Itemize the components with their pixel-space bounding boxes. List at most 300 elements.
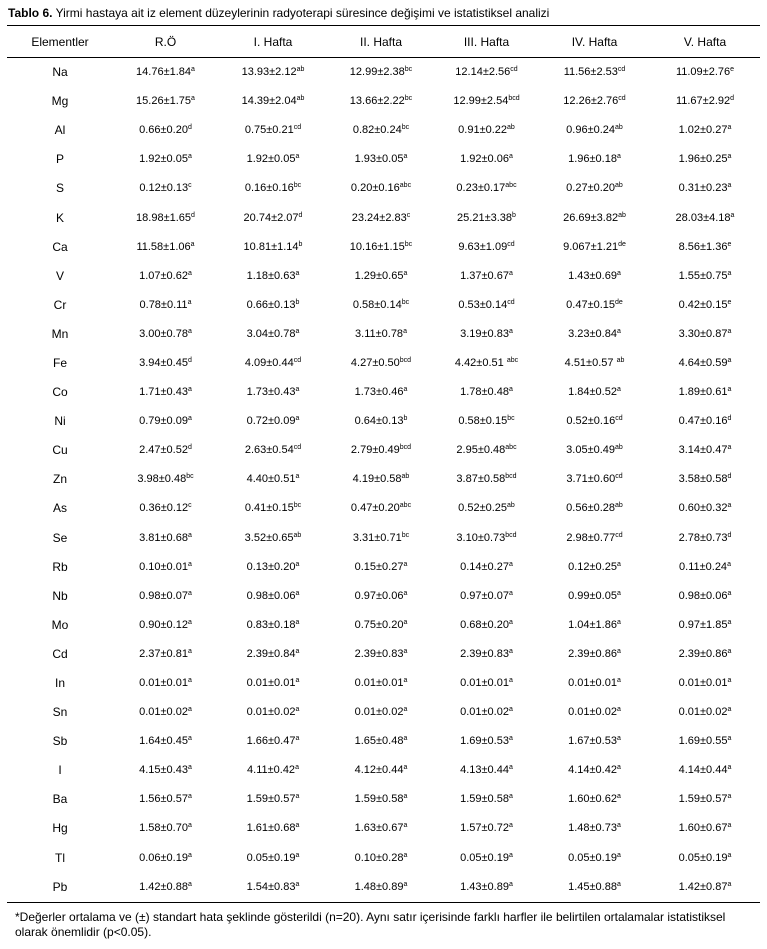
value-cell <box>218 87 328 116</box>
mean-sd-value: 12.26±2.76 <box>563 95 619 108</box>
value-cell <box>113 814 218 843</box>
mean-sd-value: 0.10±0.28 <box>354 851 404 864</box>
value-cell <box>328 465 434 494</box>
value-cell <box>328 291 434 320</box>
table-row-ni <box>7 407 760 436</box>
mean-sd-value: 0.01±0.02 <box>354 706 404 719</box>
value-cell <box>650 233 760 262</box>
element-name: Mn <box>51 326 69 341</box>
value-cell <box>328 698 434 727</box>
mean-sd-value: 0.14±0.27 <box>460 560 509 573</box>
mean-sd-value: 2.39±0.86 <box>568 647 617 660</box>
value-cell <box>650 262 760 291</box>
mean-sd-value: 0.83±0.18 <box>246 618 296 631</box>
mean-sd-value: 0.10±0.01 <box>139 560 188 573</box>
value-cell <box>650 669 760 698</box>
mean-sd-value: 1.73±0.46 <box>354 386 404 399</box>
value-cell <box>328 320 434 349</box>
significance-letters: bcd <box>399 444 412 452</box>
value-cell <box>218 756 328 785</box>
column-header-week-2: II. Hafta <box>328 26 434 58</box>
significance-letters: a <box>508 589 513 597</box>
value-cell <box>539 465 650 494</box>
value-cell <box>113 407 218 436</box>
significance-letters: a <box>403 793 408 801</box>
significance-letters: a <box>616 589 621 597</box>
mean-sd-value: 1.61±0.68 <box>246 822 296 835</box>
value-cell <box>113 582 218 611</box>
value-cell <box>113 640 218 669</box>
value-cell <box>539 262 650 291</box>
mean-sd-value: 0.98±0.06 <box>246 589 296 602</box>
table-row-ba <box>7 785 760 814</box>
value-cell <box>434 698 539 727</box>
element-name: Ba <box>52 792 68 807</box>
value-cell <box>539 145 650 174</box>
value-cell <box>328 814 434 843</box>
mean-sd-value: 0.20±0.16 <box>350 182 400 195</box>
element-name: I <box>58 763 62 778</box>
significance-letters: bc <box>186 473 194 481</box>
mean-sd-value: 0.42±0.15 <box>678 298 728 311</box>
value-cell <box>113 116 218 145</box>
mean-sd-value: 3.31±0.71 <box>352 531 402 544</box>
value-cell <box>539 407 650 436</box>
element-name: Sb <box>52 734 68 749</box>
mean-sd-value: 0.60±0.32 <box>678 502 728 515</box>
column-header-week-5: V. Hafta <box>650 26 760 58</box>
significance-letters: ab <box>296 66 305 74</box>
mean-sd-value: 0.27±0.20 <box>566 182 616 195</box>
mean-sd-value: 1.63±0.67 <box>354 822 404 835</box>
table-row-p <box>7 145 760 174</box>
value-cell <box>328 349 434 378</box>
mean-sd-value: 1.42±0.88 <box>139 880 188 893</box>
mean-sd-value: 0.97±0.06 <box>354 589 404 602</box>
mean-sd-value: 1.55±0.75 <box>678 269 728 282</box>
mean-sd-value: 4.09±0.44 <box>244 356 294 369</box>
value-cell <box>539 582 650 611</box>
mean-sd-value: 3.23±0.84 <box>568 327 617 340</box>
value-cell <box>218 844 328 873</box>
value-cell <box>218 436 328 465</box>
significance-letters: a <box>295 269 300 277</box>
value-cell <box>650 640 760 669</box>
significance-letters: abc <box>399 502 412 510</box>
significance-letters: a <box>295 618 300 626</box>
mean-sd-value: 0.41±0.15 <box>244 502 294 515</box>
mean-sd-value: 0.36±0.12 <box>139 502 189 515</box>
value-cell <box>218 291 328 320</box>
significance-letters: ab <box>616 356 625 364</box>
value-cell <box>218 698 328 727</box>
significance-letters: a <box>730 211 735 219</box>
significance-letters: a <box>187 153 192 161</box>
significance-letters: d <box>727 531 732 539</box>
value-cell <box>113 58 218 88</box>
significance-letters: a <box>616 153 621 161</box>
mean-sd-value: 0.01±0.01 <box>139 677 188 690</box>
table-caption <box>8 6 549 20</box>
significance-letters: d <box>187 124 192 132</box>
table-row-nb <box>7 582 760 611</box>
significance-letters: b <box>403 415 408 423</box>
value-cell <box>650 814 760 843</box>
value-cell <box>218 58 328 88</box>
value-cell <box>650 524 760 553</box>
value-cell <box>113 785 218 814</box>
value-cell <box>218 320 328 349</box>
value-cell <box>328 494 434 523</box>
mean-sd-value: 0.58±0.15 <box>458 415 508 428</box>
mean-sd-value: 3.04±0.78 <box>246 327 296 340</box>
mean-sd-value: 0.16±0.16 <box>244 182 294 195</box>
mean-sd-value: 0.12±0.13 <box>139 182 189 195</box>
value-cell <box>113 611 218 640</box>
significance-letters: bc <box>507 415 515 423</box>
mean-sd-value: 2.95±0.48 <box>456 444 506 457</box>
mean-sd-value: 1.66±0.47 <box>246 735 296 748</box>
value-cell <box>218 640 328 669</box>
mean-sd-value: 2.37±0.81 <box>139 647 188 660</box>
table-row-sn <box>7 698 760 727</box>
mean-sd-value: 1.59±0.58 <box>354 793 404 806</box>
mean-sd-value: 4.11±0.42 <box>247 764 296 777</box>
mean-sd-value: 15.26±1.75 <box>136 95 192 108</box>
mean-sd-value: 0.05±0.19 <box>460 851 509 864</box>
mean-sd-value: 1.37±0.67 <box>460 269 509 282</box>
value-cell <box>434 174 539 203</box>
element-name: Mg <box>51 94 69 109</box>
value-cell <box>434 844 539 873</box>
value-cell <box>539 378 650 407</box>
significance-letters: a <box>508 764 513 772</box>
mean-sd-value: 11.09±2.76 <box>675 66 731 79</box>
table-row-pb <box>7 873 760 903</box>
significance-letters: d <box>730 95 735 103</box>
significance-letters: a <box>727 793 732 801</box>
value-cell <box>328 262 434 291</box>
value-cell <box>650 174 760 203</box>
table-row-v <box>7 262 760 291</box>
value-cell <box>539 756 650 785</box>
significance-letters: ab <box>507 124 515 132</box>
significance-letters: a <box>295 327 300 335</box>
significance-letters: bc <box>404 66 413 74</box>
significance-letters: a <box>616 822 621 830</box>
significance-letters: bcd <box>399 356 412 364</box>
value-cell <box>650 727 760 756</box>
table-row-k <box>7 203 760 232</box>
significance-letters: a <box>508 880 513 888</box>
value-cell <box>218 407 328 436</box>
mean-sd-value: 0.01±0.01 <box>354 677 404 690</box>
significance-letters: a <box>403 706 408 714</box>
element-name: Ca <box>52 239 68 254</box>
mean-sd-value: 4.15±0.43 <box>139 764 188 777</box>
mean-sd-value: 1.96±0.25 <box>678 153 728 166</box>
significance-letters: ab <box>615 444 623 452</box>
mean-sd-value: 28.03±4.18 <box>675 211 731 224</box>
value-cell <box>328 553 434 582</box>
mean-sd-value: 26.69±3.82 <box>563 211 619 224</box>
mean-sd-value: 3.87±0.58 <box>456 473 506 486</box>
significance-letters: a <box>187 764 192 772</box>
significance-letters: e <box>727 240 732 248</box>
value-cell <box>434 640 539 669</box>
mean-sd-value: 0.99±0.05 <box>568 589 617 602</box>
mean-sd-value: 8.56±1.36 <box>678 240 728 253</box>
value-cell <box>539 873 650 903</box>
table-row-rb <box>7 553 760 582</box>
significance-letters: a <box>187 880 192 888</box>
value-cell <box>434 494 539 523</box>
value-cell <box>539 785 650 814</box>
significance-letters: bc <box>293 182 302 190</box>
value-cell <box>434 145 539 174</box>
value-cell <box>434 58 539 88</box>
value-cell <box>434 349 539 378</box>
element-name: Tl <box>55 850 65 865</box>
table-row-hg <box>7 814 760 843</box>
significance-letters: a <box>727 182 732 190</box>
significance-letters: cd <box>617 66 626 74</box>
value-cell <box>218 465 328 494</box>
significance-letters: a <box>187 822 192 830</box>
mean-sd-value: 0.72±0.09 <box>246 415 296 428</box>
significance-letters: a <box>727 764 732 772</box>
header-row <box>7 26 760 58</box>
mean-sd-value: 0.01±0.02 <box>568 706 617 719</box>
mean-sd-value: 4.40±0.51 <box>246 473 296 486</box>
value-cell <box>328 640 434 669</box>
column-header-element: Elementler <box>7 26 113 58</box>
significance-letters: bcd <box>505 531 517 539</box>
mean-sd-value: 1.42±0.87 <box>678 880 728 893</box>
mean-sd-value: 2.47±0.52 <box>139 444 188 457</box>
value-cell <box>113 349 218 378</box>
element-levels-table <box>7 25 760 903</box>
value-cell <box>650 873 760 903</box>
significance-letters: a <box>295 589 300 597</box>
significance-letters: a <box>508 386 513 394</box>
significance-letters: a <box>616 327 621 335</box>
value-cell <box>113 698 218 727</box>
mean-sd-value: 3.94±0.45 <box>139 356 188 369</box>
significance-letters: cd <box>293 444 302 452</box>
value-cell <box>328 524 434 553</box>
value-cell <box>434 320 539 349</box>
significance-letters: a <box>295 647 300 655</box>
mean-sd-value: 4.51±0.57 <box>564 356 617 369</box>
significance-letters: a <box>727 880 732 888</box>
mean-sd-value: 0.66±0.20 <box>139 124 188 137</box>
value-cell <box>113 262 218 291</box>
value-cell <box>650 407 760 436</box>
value-cell <box>650 378 760 407</box>
table-caption-text: Yirmi hastaya ait iz element düzeylerinin radyoterapi süresince değişimi ve istatistiksel analizi <box>55 6 550 20</box>
value-cell <box>434 814 539 843</box>
element-name: Na <box>52 65 68 80</box>
significance-letters: a <box>508 269 513 277</box>
significance-letters: de <box>615 298 623 306</box>
mean-sd-value: 0.12±0.25 <box>568 560 617 573</box>
mean-sd-value: 14.39±2.04 <box>241 95 297 108</box>
value-cell <box>113 203 218 232</box>
value-cell <box>539 203 650 232</box>
significance-letters: a <box>187 560 192 568</box>
significance-letters: cd <box>615 531 623 539</box>
significance-letters: cd <box>293 124 302 132</box>
significance-letters: a <box>616 269 621 277</box>
significance-letters: a <box>295 822 300 830</box>
significance-letters: cd <box>507 240 515 248</box>
significance-letters: ab <box>615 182 623 190</box>
value-cell <box>218 174 328 203</box>
table-row-in <box>7 669 760 698</box>
mean-sd-value: 9.63±1.09 <box>458 240 508 253</box>
significance-letters: a <box>191 66 195 74</box>
significance-letters: a <box>403 327 407 335</box>
significance-letters: a <box>295 880 300 888</box>
value-cell <box>218 524 328 553</box>
significance-letters: a <box>727 269 732 277</box>
mean-sd-value: 4.27±0.50 <box>350 356 400 369</box>
value-cell <box>328 116 434 145</box>
significance-letters: bc <box>401 531 410 539</box>
mean-sd-value: 0.68±0.20 <box>460 618 509 631</box>
significance-letters: a <box>295 473 300 481</box>
significance-letters: a <box>727 647 732 655</box>
value-cell <box>434 611 539 640</box>
value-cell <box>650 698 760 727</box>
significance-letters: a <box>295 735 300 743</box>
value-cell <box>328 669 434 698</box>
mean-sd-value: 0.97±0.07 <box>460 589 509 602</box>
mean-sd-value: 2.78±0.73 <box>678 531 728 544</box>
value-cell <box>650 349 760 378</box>
significance-letters: a <box>295 851 300 859</box>
element-name: P <box>55 152 64 167</box>
significance-letters: a <box>187 327 192 335</box>
value-cell <box>218 611 328 640</box>
significance-letters: a <box>190 240 195 248</box>
value-cell <box>539 611 650 640</box>
significance-letters: a <box>727 851 732 859</box>
value-cell <box>539 58 650 88</box>
element-name: Cu <box>52 443 68 458</box>
value-cell <box>218 145 328 174</box>
mean-sd-value: 4.14±0.42 <box>568 764 617 777</box>
mean-sd-value: 0.79±0.09 <box>139 415 188 428</box>
mean-sd-value: 1.96±0.18 <box>568 153 617 166</box>
value-cell <box>113 669 218 698</box>
significance-letters: a <box>508 618 513 626</box>
mean-sd-value: 1.60±0.67 <box>678 822 728 835</box>
significance-letters: a <box>508 851 513 859</box>
value-cell <box>113 756 218 785</box>
significance-letters: bcd <box>508 95 520 103</box>
significance-letters: ab <box>296 95 305 103</box>
element-name: Cr <box>53 297 67 312</box>
element-name: Hg <box>52 821 68 836</box>
value-cell <box>218 494 328 523</box>
mean-sd-value: 0.23±0.17 <box>456 182 506 195</box>
value-cell <box>539 524 650 553</box>
element-name: K <box>55 210 64 225</box>
mean-sd-value: 1.29±0.65 <box>354 269 404 282</box>
table-row-i <box>7 756 760 785</box>
mean-sd-value: 1.07±0.62 <box>139 269 188 282</box>
value-cell <box>113 378 218 407</box>
mean-sd-value: 18.98±1.65 <box>136 211 192 224</box>
significance-letters: a <box>295 386 300 394</box>
value-cell <box>113 494 218 523</box>
value-cell <box>113 873 218 903</box>
element-name: Al <box>54 123 66 138</box>
mean-sd-value: 0.05±0.19 <box>568 851 617 864</box>
mean-sd-value: 0.53±0.14 <box>458 298 508 311</box>
value-cell <box>650 145 760 174</box>
value-cell <box>328 727 434 756</box>
element-name: Co <box>52 385 68 400</box>
mean-sd-value: 1.65±0.48 <box>354 735 404 748</box>
significance-letters: d <box>298 211 303 219</box>
mean-sd-value: 1.69±0.53 <box>460 735 509 748</box>
mean-sd-value: 0.91±0.22 <box>458 124 508 137</box>
significance-letters: a <box>727 386 732 394</box>
significance-letters: de <box>618 240 626 248</box>
mean-sd-value: 0.13±0.20 <box>246 560 296 573</box>
value-cell <box>218 873 328 903</box>
significance-letters: a <box>727 677 732 685</box>
significance-letters: a <box>727 124 732 132</box>
value-cell <box>113 291 218 320</box>
mean-sd-value: 2.98±0.77 <box>566 531 616 544</box>
mean-sd-value: 0.01±0.01 <box>678 677 728 690</box>
significance-letters: a <box>616 880 621 888</box>
value-cell <box>434 262 539 291</box>
value-cell <box>218 262 328 291</box>
element-name: V <box>55 268 64 283</box>
mean-sd-value: 1.43±0.69 <box>568 269 617 282</box>
mean-sd-value: 0.98±0.06 <box>678 589 728 602</box>
mean-sd-value: 11.58±1.06 <box>136 240 191 253</box>
value-cell <box>434 116 539 145</box>
mean-sd-value: 0.52±0.16 <box>566 415 616 428</box>
value-cell <box>328 611 434 640</box>
significance-letters: cd <box>507 298 515 306</box>
mean-sd-value: 0.75±0.20 <box>354 618 404 631</box>
value-cell <box>113 553 218 582</box>
significance-letters: d <box>727 473 732 481</box>
value-cell <box>218 553 328 582</box>
significance-letters: c <box>188 502 192 510</box>
mean-sd-value: 0.47±0.20 <box>350 502 400 515</box>
value-cell <box>328 407 434 436</box>
significance-letters: bc <box>401 124 410 132</box>
value-cell <box>434 203 539 232</box>
value-cell <box>434 378 539 407</box>
table-row-s <box>7 174 760 203</box>
mean-sd-value: 10.16±1.15 <box>349 240 405 253</box>
element-name: Pb <box>52 879 68 894</box>
significance-letters: a <box>187 269 192 277</box>
table-row-ca <box>7 233 760 262</box>
mean-sd-value: 0.78±0.11 <box>139 298 188 311</box>
value-cell <box>113 436 218 465</box>
significance-letters: b <box>512 211 516 219</box>
